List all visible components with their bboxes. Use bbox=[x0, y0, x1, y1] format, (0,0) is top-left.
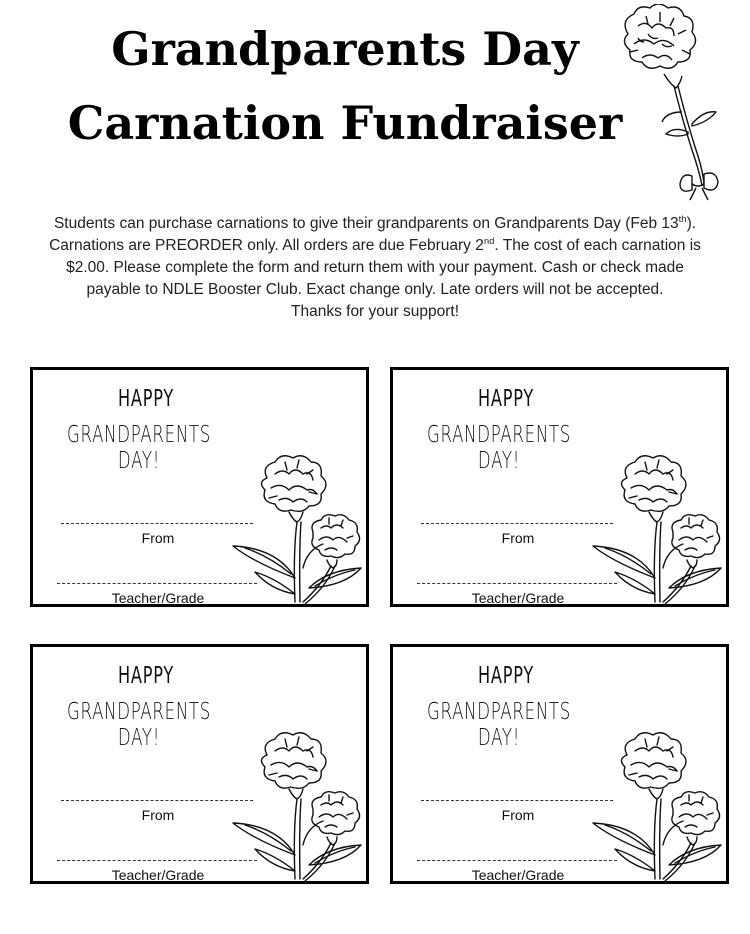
card-happy-text: HAPPY bbox=[117, 386, 175, 412]
from-label: From bbox=[501, 807, 535, 823]
card-greeting-text: GRANDPARENTS DAY! bbox=[426, 699, 572, 751]
teacher-grade-label: Teacher/Grade bbox=[471, 590, 565, 606]
title-line-2: Carnation Fundraiser bbox=[67, 96, 623, 150]
greeting-card bbox=[390, 367, 729, 607]
greeting-card bbox=[30, 644, 369, 884]
teacher-grade-label: Teacher/Grade bbox=[471, 867, 565, 883]
card-greeting-text: GRANDPARENTS DAY! bbox=[66, 422, 212, 474]
carnation-bouquet-icon bbox=[225, 448, 369, 606]
card-happy-text: HAPPY bbox=[477, 386, 535, 412]
from-label: From bbox=[141, 807, 175, 823]
carnation-bouquet-icon bbox=[585, 725, 729, 883]
from-label: From bbox=[141, 530, 175, 546]
carnation-icon bbox=[608, 4, 726, 204]
greeting-card bbox=[390, 644, 729, 884]
intro-paragraph: Students can purchase carnations to give their grandparents on Grandparents Day (Feb 13th). Carnations are PREORDER only. All orders are due February 2nd. The cost of each carnation is $2.00. Please complete the form and return them with your payment. Cash or check made payable to NDLE Booster Club. Exact change only. Late orders will not be accepted. Thanks for your support! bbox=[49, 213, 701, 320]
card-greeting-text: GRANDPARENTS DAY! bbox=[66, 699, 212, 751]
carnation-bouquet-icon bbox=[585, 448, 729, 606]
card-happy-text: HAPPY bbox=[477, 663, 535, 689]
title-line-1: Grandparents Day bbox=[111, 22, 579, 76]
from-label: From bbox=[501, 530, 535, 546]
carnation-bouquet-icon bbox=[225, 725, 369, 883]
card-happy-text: HAPPY bbox=[117, 663, 175, 689]
teacher-grade-label: Teacher/Grade bbox=[111, 590, 205, 606]
card-greeting-text: GRANDPARENTS DAY! bbox=[426, 422, 572, 474]
greeting-card bbox=[30, 367, 369, 607]
teacher-grade-label: Teacher/Grade bbox=[111, 867, 205, 883]
